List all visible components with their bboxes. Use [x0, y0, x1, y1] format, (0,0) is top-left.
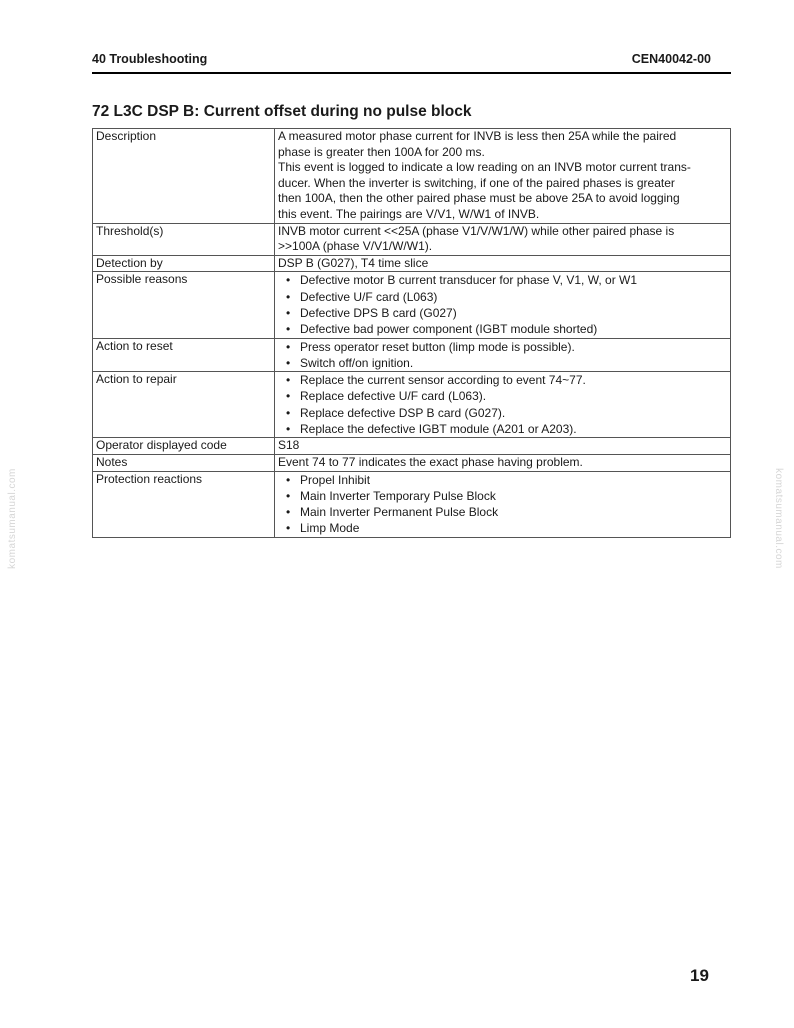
- threshold-label: Threshold(s): [93, 223, 275, 255]
- row-notes: [93, 454, 731, 471]
- operator-code-value: S18: [275, 438, 731, 455]
- action-reset-list: [278, 339, 727, 372]
- description-label: Description: [93, 129, 275, 224]
- description-line: A measured motor phase current for INVB is less then 25A while the paired: [278, 129, 677, 143]
- action-reset-value: [275, 338, 731, 372]
- row-possible-reasons: [93, 272, 731, 338]
- list-item: • Defective DPS B card (G027): [286, 305, 727, 321]
- description-line: then 100A, then the other paired phase must be above 25A to avoid logging: [278, 191, 680, 206]
- list-item: • Main Inverter Temporary Pulse Block: [286, 488, 727, 504]
- action-repair-label: Action to repair: [93, 372, 275, 438]
- page-number: 19: [690, 966, 709, 985]
- row-action-repair: [93, 372, 731, 438]
- row-action-reset: [93, 338, 731, 372]
- detection-value: DSP B (G027), T4 time slice: [275, 255, 731, 272]
- list-item: • Limp Mode: [286, 520, 727, 536]
- row-protection: [93, 471, 731, 537]
- threshold-line: >>100A (phase V/V1/W/W1).: [278, 239, 433, 254]
- notes-label: Notes: [93, 454, 275, 471]
- action-repair-value: [275, 372, 731, 438]
- operator-code-label: Operator displayed code: [93, 438, 275, 455]
- description-line: this event. The pairings are V/V1, W/W1 of INVB.: [278, 206, 540, 221]
- list-item: • Switch off/on ignition.: [286, 355, 727, 371]
- description-value: [275, 129, 731, 224]
- description-line: ducer. When the inverter is switching, if one of the paired phases is greater: [278, 175, 675, 190]
- list-item: • Main Inverter Permanent Pulse Block: [286, 504, 727, 520]
- list-item: • Defective U/F card (L063): [286, 289, 727, 305]
- section-title: 72 L3C DSP B: Current offset during no pulse block: [92, 103, 472, 120]
- list-item: • Propel Inhibit: [286, 472, 727, 488]
- row-detection: [93, 255, 731, 272]
- list-item: • Replace the defective IGBT module (A201 or A203).: [286, 421, 727, 437]
- list-item: • Press operator reset button (limp mode is possible).: [286, 339, 727, 355]
- threshold-line: INVB motor current <<25A (phase V1/V/W1/W) while other paired phase is: [278, 223, 675, 238]
- list-item: • Replace defective U/F card (L063).: [286, 388, 727, 404]
- protection-list: [278, 472, 727, 537]
- page-header: [92, 52, 731, 74]
- possible-reasons-label: Possible reasons: [93, 272, 275, 338]
- row-threshold: [93, 223, 731, 255]
- list-item: • Defective bad power component (IGBT module shorted): [286, 321, 727, 337]
- threshold-value: [275, 223, 731, 255]
- protection-value: [275, 471, 731, 537]
- action-repair-list: [278, 372, 727, 437]
- detection-label: Detection by: [93, 255, 275, 272]
- row-operator-code: [93, 438, 731, 455]
- watermark-left: komatsumanual.com: [6, 468, 18, 569]
- event-info-table: [92, 128, 731, 538]
- action-reset-label: Action to reset: [93, 338, 275, 372]
- header-section: 40 Troubleshooting: [92, 52, 208, 66]
- notes-value: Event 74 to 77 indicates the exact phase having problem.: [275, 454, 731, 471]
- protection-label: Protection reactions: [93, 471, 275, 537]
- row-description: [93, 129, 731, 224]
- possible-reasons-list: [278, 272, 727, 337]
- watermark-right: komatsumanual.com: [772, 468, 784, 569]
- header-doc-code: CEN40042-00: [631, 52, 711, 66]
- list-item: • Replace defective DSP B card (G027).: [286, 405, 727, 421]
- list-item: • Replace the current sensor according to event 74~77.: [286, 372, 727, 388]
- description-line: This event is logged to indicate a low reading on an INVB motor current trans-: [278, 160, 691, 175]
- description-line: phase is greater then 100A for 200 ms.: [278, 144, 485, 159]
- possible-reasons-value: [275, 272, 731, 338]
- list-item: • Defective motor B current transducer for phase V, V1, W, or W1: [286, 272, 727, 288]
